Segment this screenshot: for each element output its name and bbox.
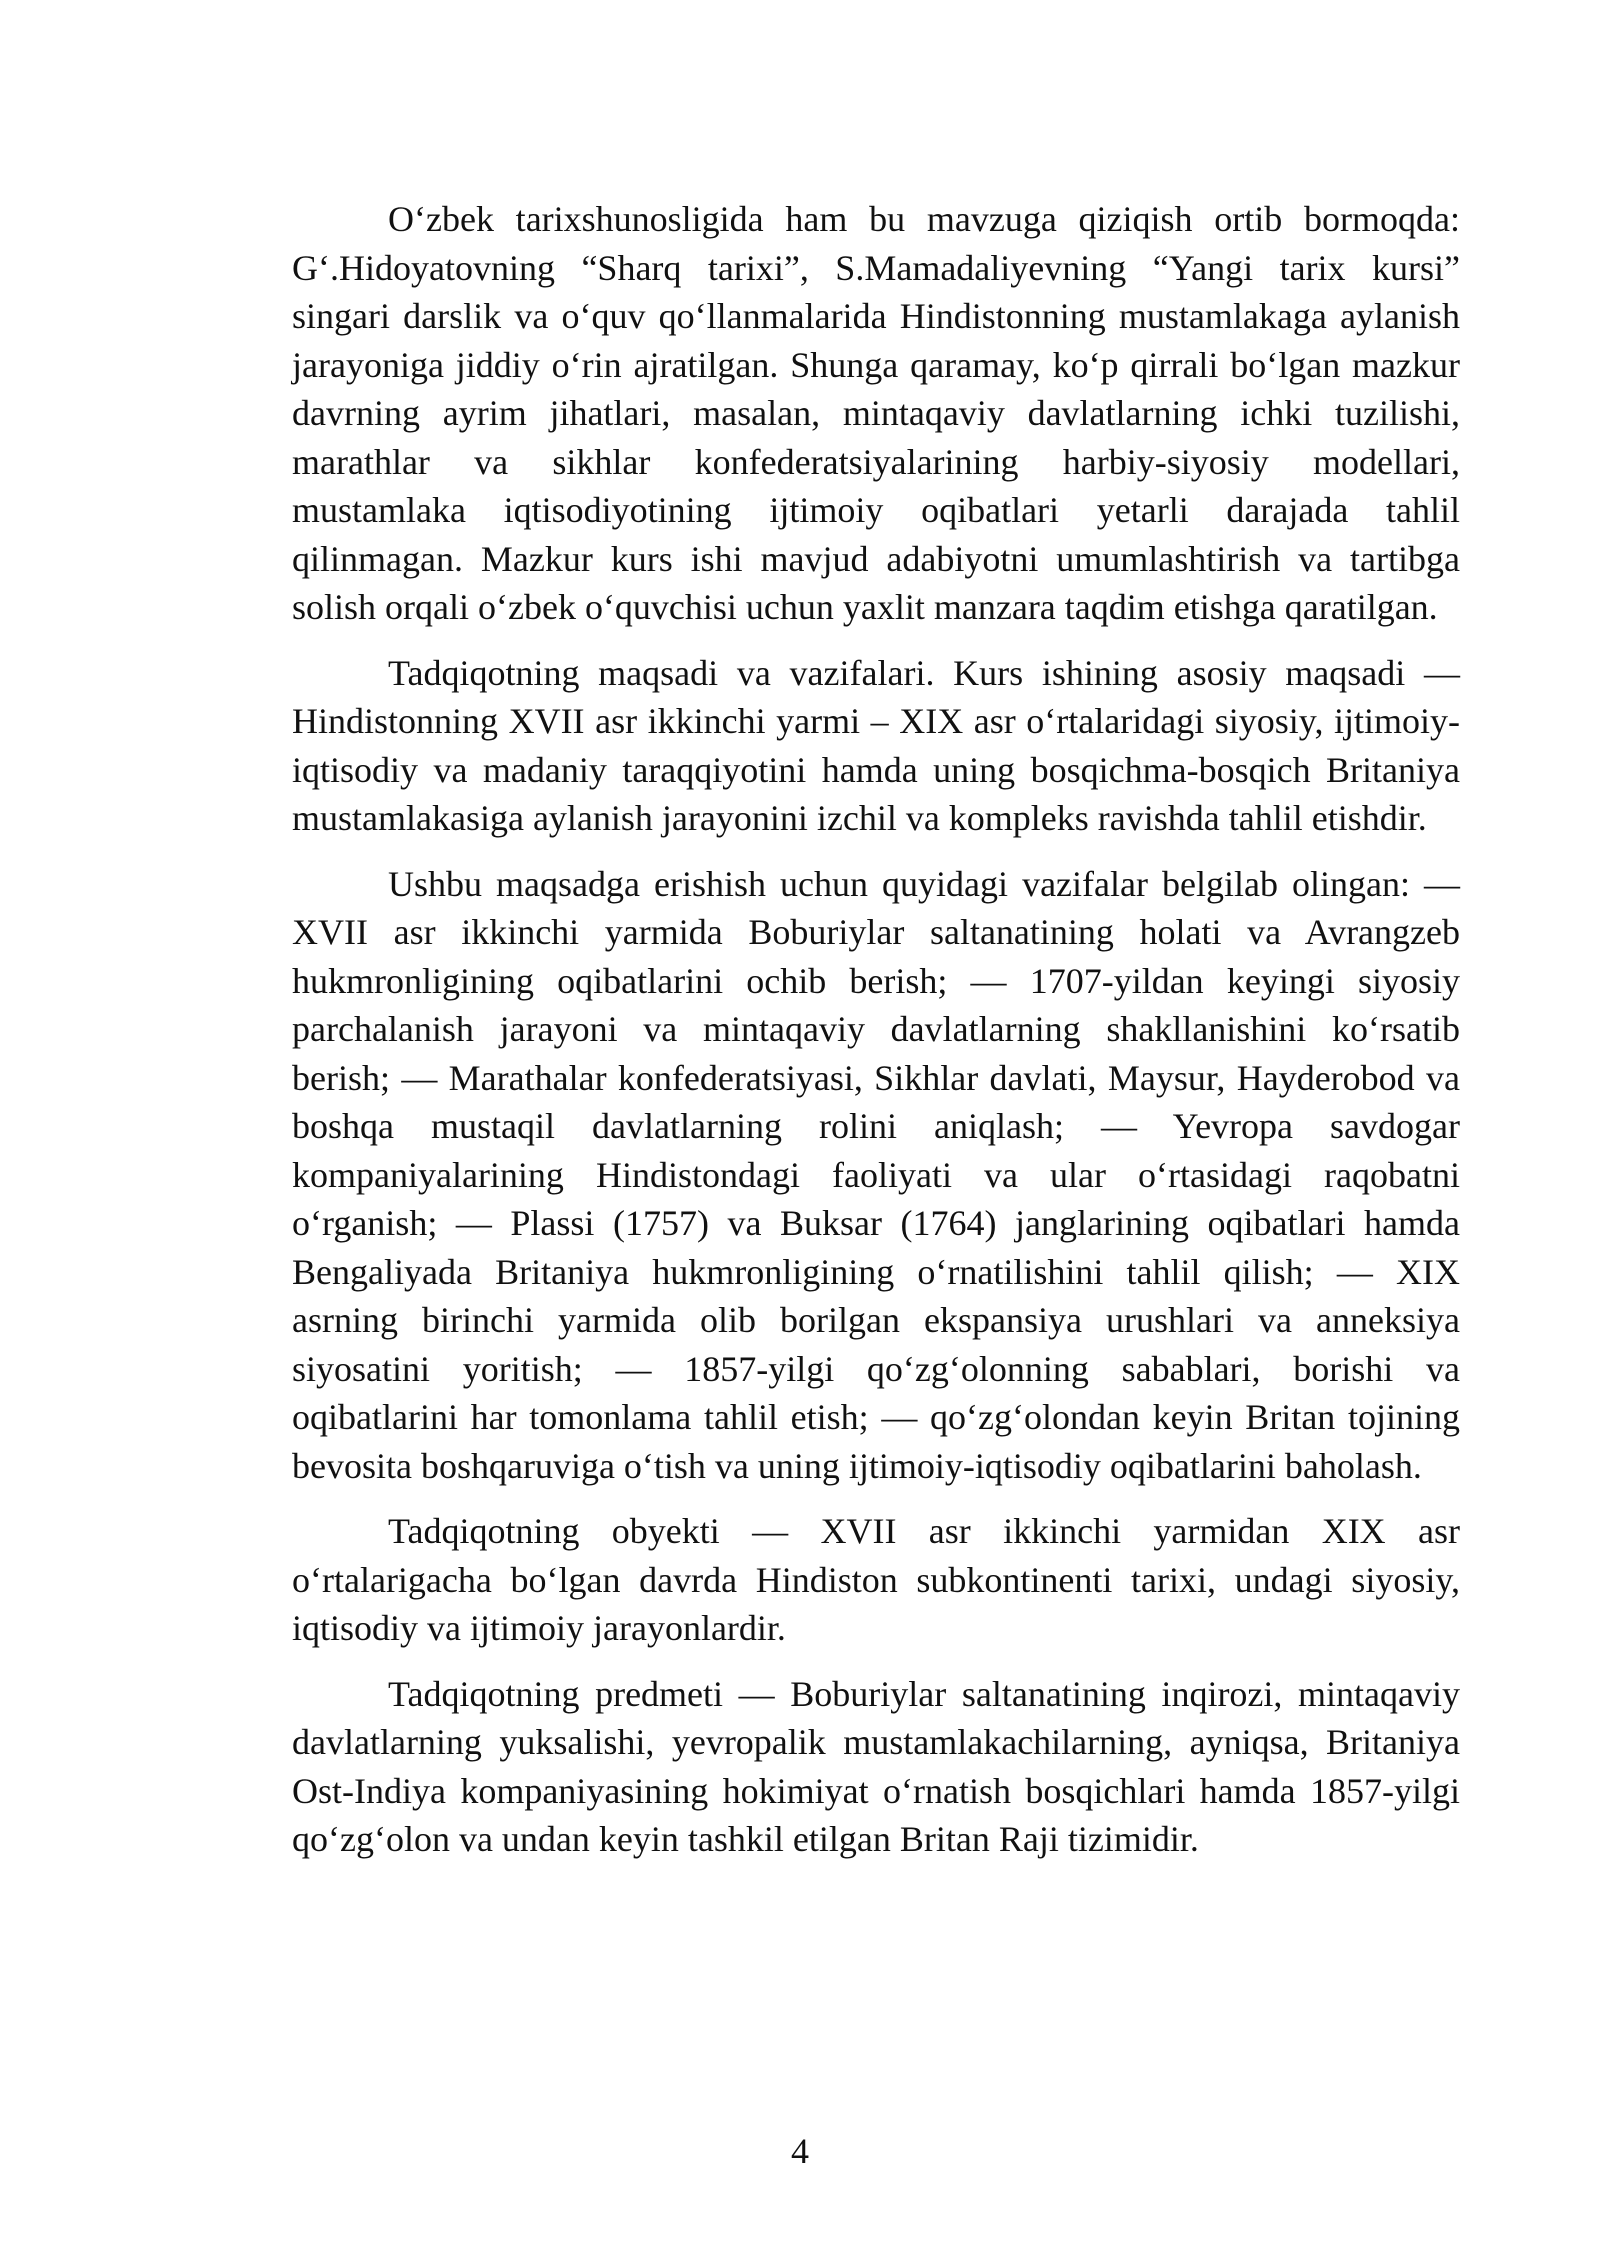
paragraph-historiography: O‘zbek tarixshunosligida ham bu mavzuga qiziqish ortib bormoqda: G‘.Hidoyatovning “Sharq tarixi”, S.Mamadaliyevning “Yangi tarix kursi” singari darslik va o‘quv qo‘llanmalarida Hindistonning mustamlakaga aylanish jarayoniga jiddiy o‘rin ajratilgan. Shunga qaramay, ko‘p qirrali bo‘lgan mazkur davrning ayrim jihatlari, masalan, mintaqaviy davlatlarning ichki tuzilishi, marathlar va sikhlar konfederatsiyalarining harbiy-siyosiy modellari, mustamlaka iqtisodiyotining ijtimoiy oqibatlari yetarli darajada tahlil qilinmagan. Mazkur kurs ishi mavjud adabiyotni umumlashtirish va tartibga solish orqali o‘zbek o‘quvchisi uchun yaxlit manzara taqdim etishga qaratilgan. — [292, 199, 1460, 627]
page-number: 4 — [791, 2131, 809, 2171]
text-body — [292, 195, 1460, 1881]
paragraph-research-object: Tadqiqotning obyekti — XVII asr ikkinchi yarmidan XIX asr o‘rtalarigacha bo‘lgan davrda Hindiston subkontinenti tarixi, undagi siyosiy, iqtisodiy va ijtimoiy jarayonlardir. — [292, 1511, 1460, 1648]
paragraph-research-tasks: Ushbu maqsadga erishish uchun quyidagi vazifalar belgilab olingan: — XVII asr ikkinchi yarmida Boburiylar saltanatining holati va Avrangzeb hukmronligining oqibatlarini ochib berish; — 1707-yildan keyingi siyosiy parchalanish jarayoni va mintaqaviy davlatlarning shakllanishini ko‘rsatib berish; — Marathalar konfederatsiyasi, Sikhlar davlati, Maysur, Hayderobod va boshqa mustaqil davlatlarning rolini aniqlash; — Yevropa savdogar kompaniyalarining Hindistondagi faoliyati va ular o‘rtasidagi raqobatni o‘rganish; — Plassi (1757) va Buksar (1764) janglarining oqibatlari hamda Bengaliyada Britaniya hukmronligining o‘rnatilishini tahlil qilish; — XIX asrning birinchi yarmida olib borilgan ekspansiya urushlari va anneksiya siyosatini yoritish; — 1857-yilgi qo‘zg‘olonning sabablari, borishi va oqibatlarini har tomonlama tahlil etish; — qo‘zg‘olondan keyin Britan tojining bevosita boshqaruviga o‘tish va uning ijtimoiy-iqtisodiy oqibatlarini baholash. — [292, 863, 1460, 1486]
paragraph-research-goal: Tadqiqotning maqsadi va vazifalari. Kurs ishining asosiy maqsadi — Hindistonning XVII asr ikkinchi yarmi – XIX asr o‘rtalaridagi siyosiy, ijtimoiy-iqtisodiy va madaniy taraqqiyotini hamda uning bosqichma-bosqich Britaniya mustamlakasiga aylanish jarayonini izchil va kompleks ravishda tahlil etishdir. — [292, 652, 1460, 838]
paragraph-research-subject: Tadqiqotning predmeti — Boburiylar saltanatining inqirozi, mintaqaviy davlatlarning yuksalishi, yevropalik mustamlakachilarning, ayniqsa, Britaniya Ost-Indiya kompaniyasining hokimiyat o‘rnatish bosqichlari hamda 1857-yilgi qo‘zg‘olon va undan keyin tashkil etilgan Britan Raji tizimidir. — [292, 1673, 1460, 1859]
